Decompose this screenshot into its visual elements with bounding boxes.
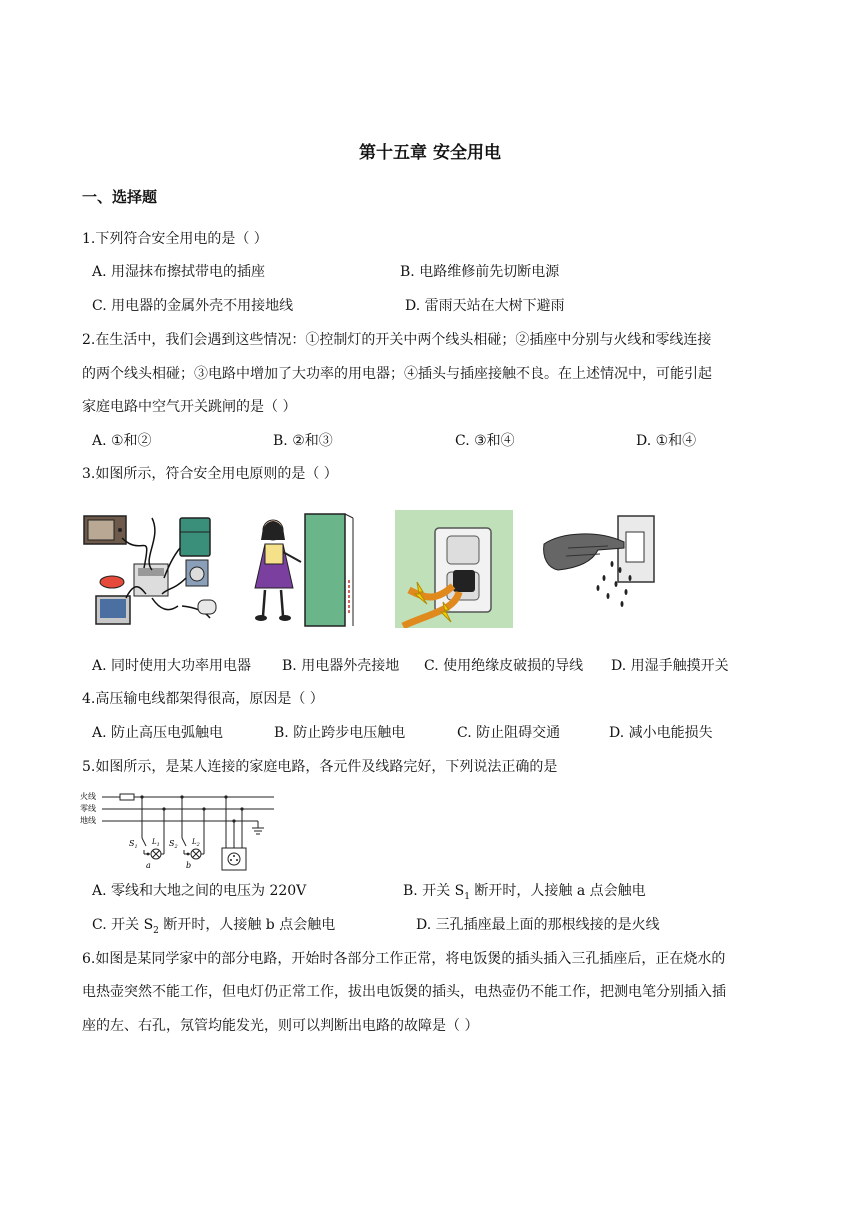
live-wire-label: 火线	[80, 792, 96, 801]
q3-picture-girl-fridge	[249, 510, 357, 628]
q2-option-d: D. ①和④	[636, 433, 697, 449]
switch-s2-label: $S_2$	[169, 839, 178, 850]
q2-option-c: C. ③和④	[455, 433, 515, 449]
question-3-stem: 3.如图所示，符合安全用电原则的是（ ）	[82, 466, 338, 482]
q3-option-d: D. 用湿手触摸开关	[611, 658, 729, 674]
q5-option-d: D. 三孔插座最上面的那根线接的是火线	[416, 917, 660, 933]
question-5-stem: 5.如图所示，是某人连接的家庭电路，各元件及线路完好，下列说法正确的是	[82, 759, 558, 775]
question-6-line-1: 6.如图是某同学家中的部分电路，开始时各部分工作正常，将电饭煲的插头插入三孔插座后，正在烧水的	[82, 951, 726, 967]
q5-option-b: B. 开关 $S_1$ 断开时，人接触 a 点会触电	[403, 883, 646, 902]
question-2-line-3: 家庭电路中空气开关跳闸的是（ ）	[82, 399, 297, 415]
q2-option-b: B. ②和③	[273, 433, 333, 449]
q3-picture-appliances	[82, 498, 230, 638]
q3-option-c: C. 使用绝缘皮破损的导线	[424, 658, 584, 674]
section-heading: 一、选择题	[82, 188, 158, 206]
q1-option-c: C. 用电器的金属外壳不用接地线	[92, 298, 294, 314]
q4-option-a: A. 防止高压电弧触电	[92, 725, 224, 741]
q5-circuit-diagram	[80, 788, 280, 874]
page-title: 第十五章 安全用电	[359, 143, 501, 163]
q1-option-a: A. 用湿抹布擦拭带电的插座	[92, 264, 266, 280]
question-4-stem: 4.高压输电线都架得很高，原因是（ ）	[82, 691, 324, 707]
question-6-line-3: 座的左、右孔，氖管均能发光，则可以判断出电路的故障是（ ）	[82, 1018, 479, 1034]
ground-wire-label: 地线	[80, 816, 96, 825]
q4-option-c: C. 防止阻碍交通	[457, 725, 561, 741]
lamp-l1-label: $L_1$	[152, 838, 160, 848]
q1-option-d: D. 雷雨天站在大树下避雨	[405, 298, 565, 314]
q4-option-d: D. 减小电能损失	[609, 725, 713, 741]
q3-picture-damaged-cord	[395, 510, 513, 628]
question-2-line-1: 2.在生活中，我们会遇到这些情况：①控制灯的开关中两个线头相碰；②插座中分别与火线和零线连接	[82, 332, 712, 348]
q5-option-c: C. 开关 $S_2$ 断开时，人接触 b 点会触电	[92, 917, 336, 936]
question-1-stem: 1.下列符合安全用电的是（ ）	[82, 231, 268, 247]
q3-picture-wet-hand	[538, 508, 660, 626]
question-2-line-2: 的两个线头相碰；③电路中增加了大功率的用电器；④插头与插座接触不良。在上述情况中，可能引起	[82, 366, 712, 382]
q3-option-a: A. 同时使用大功率用电器	[92, 658, 252, 674]
q2-option-a: A. ①和②	[92, 433, 152, 449]
q1-option-b: B. 电路维修前先切断电源	[400, 264, 560, 280]
q3-option-b: B. 用电器外壳接地	[282, 658, 400, 674]
neutral-wire-label: 零线	[80, 804, 96, 813]
point-a-label: a	[146, 861, 151, 870]
switch-s1-label: $S_1$	[129, 839, 138, 850]
q4-option-b: B. 防止跨步电压触电	[274, 725, 406, 741]
lamp-l2-label: $L_2$	[192, 838, 200, 848]
q5-option-a: A. 零线和大地之间的电压为 220V	[92, 883, 307, 899]
point-b-label: b	[186, 861, 192, 870]
question-6-line-2: 电热壶突然不能工作，但电灯仍正常工作，拔出电饭煲的插头，电热壶仍不能工作，把测电笔分别插入插	[82, 984, 726, 1000]
